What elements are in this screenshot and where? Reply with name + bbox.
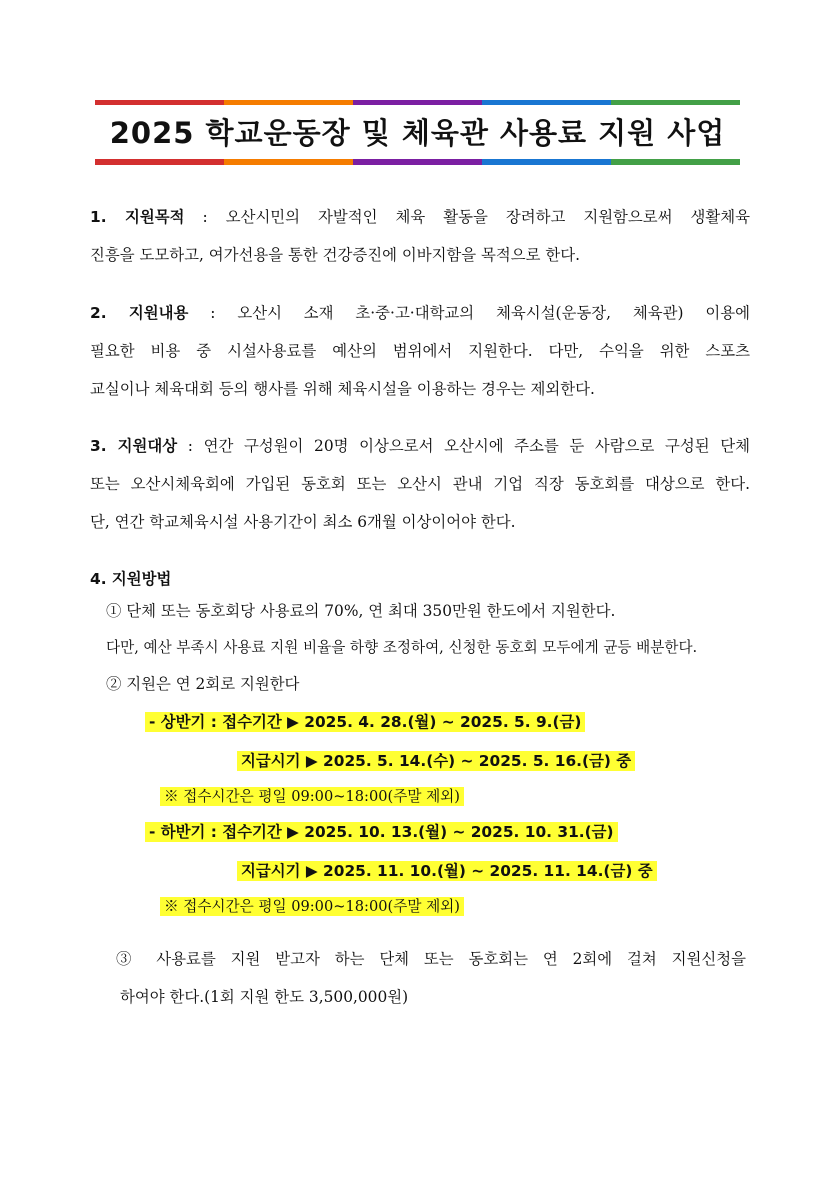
section-content-line2: 필요한 비용 중 시설사용료를 예산의 범위에서 지원한다. 다만, 수익을 위한 스포츠 — [90, 342, 750, 360]
section-target-line2: 또는 오산시체육회에 가입된 동호회 또는 오산시 관내 기업 직장 동호회를 대상으로 한다. — [90, 475, 750, 493]
title-banner — [95, 100, 740, 166]
section-content-line3: 교실이나 체육대회 등의 행사를 위해 체육시설을 이용하는 경우는 제외한다. — [90, 380, 595, 398]
bar-segment-orange — [224, 100, 353, 105]
title-top-bar — [95, 100, 740, 105]
section-method-heading: 4. 지원방법 — [90, 570, 172, 588]
section-content — [90, 294, 750, 408]
method-item-3 — [116, 940, 746, 1016]
section-target-heading: 3. 지원대상 — [90, 437, 178, 455]
bar-segment-purple — [353, 100, 482, 105]
first-half-pay-period: 지급시기 ▶ 2025. 5. 14.(수) ~ 2025. 5. 16.(금) 중 — [237, 748, 635, 774]
first-half-note: ※ 접수시간은 평일 09:00~18:00(주말 제외) — [160, 784, 464, 810]
section-purpose-heading: 1. 지원목적 — [90, 208, 185, 226]
second-half-note: ※ 접수시간은 평일 09:00~18:00(주말 제외) — [160, 894, 464, 920]
method-item-3-line2: 하여야 한다.(1회 지원 한도 3,500,000원) — [120, 988, 409, 1006]
bar-segment-green — [611, 159, 740, 165]
page-title: 2025 학교운동장 및 체육관 사용료 지원 사업 — [109, 116, 726, 150]
first-half-receive-period: - 상반기 : 접수기간 ▶ 2025. 4. 28.(월) ~ 2025. 5. 9.(금) — [145, 709, 585, 735]
bar-segment-red — [95, 159, 224, 165]
bar-segment-orange — [224, 159, 353, 165]
second-half-pay-period: 지급시기 ▶ 2025. 11. 10.(월) ~ 2025. 11. 14.(금) 중 — [237, 858, 657, 884]
bar-segment-green — [611, 100, 740, 105]
section-purpose-line1: 1. 지원목적 : 오산시민의 자발적인 체육 활동을 장려하고 지원함으로써 생활체육 — [90, 208, 750, 226]
section-purpose — [90, 198, 750, 274]
method-item-3-line1: ③ 사용료를 지원 받고자 하는 단체 또는 동호회는 연 2회에 걸쳐 지원신청을 — [116, 950, 746, 968]
method-item-1: ① 단체 또는 동호회당 사용료의 70%, 연 최대 350만원 한도에서 지원한다. — [106, 602, 616, 620]
method-item-1-note: 다만, 예산 부족시 사용료 지원 비율을 하향 조정하여, 신청한 동호회 모두에게 균등 배분한다. — [106, 639, 698, 656]
section-target-line1: 3. 지원대상 : 연간 구성원이 20명 이상으로서 오산시에 주소를 둔 사람으로 구성된 단체 — [90, 437, 750, 455]
section-content-line1: 2. 지원내용 : 오산시 소재 초·중·고·대학교의 체육시설(운동장, 체육관) 이용에 — [90, 304, 750, 322]
section-content-heading: 2. 지원내용 — [90, 304, 189, 322]
section-target — [90, 427, 750, 541]
bar-segment-red — [95, 100, 224, 105]
bar-segment-purple — [353, 159, 482, 165]
second-half-receive-period: - 하반기 : 접수기간 ▶ 2025. 10. 13.(월) ~ 2025. 10. 31.(금) — [145, 819, 618, 845]
section-target-line3: 단, 연간 학교체육시설 사용기간이 최소 6개월 이상이어야 한다. — [90, 513, 516, 531]
bar-segment-blue — [482, 100, 611, 105]
section-purpose-line2: 진흥을 도모하고, 여가선용을 통한 건강증진에 이바지함을 목적으로 한다. — [90, 246, 581, 264]
method-item-2: ② 지원은 연 2회로 지원한다 — [106, 675, 300, 693]
title-bottom-bar — [95, 159, 740, 165]
bar-segment-blue — [482, 159, 611, 165]
